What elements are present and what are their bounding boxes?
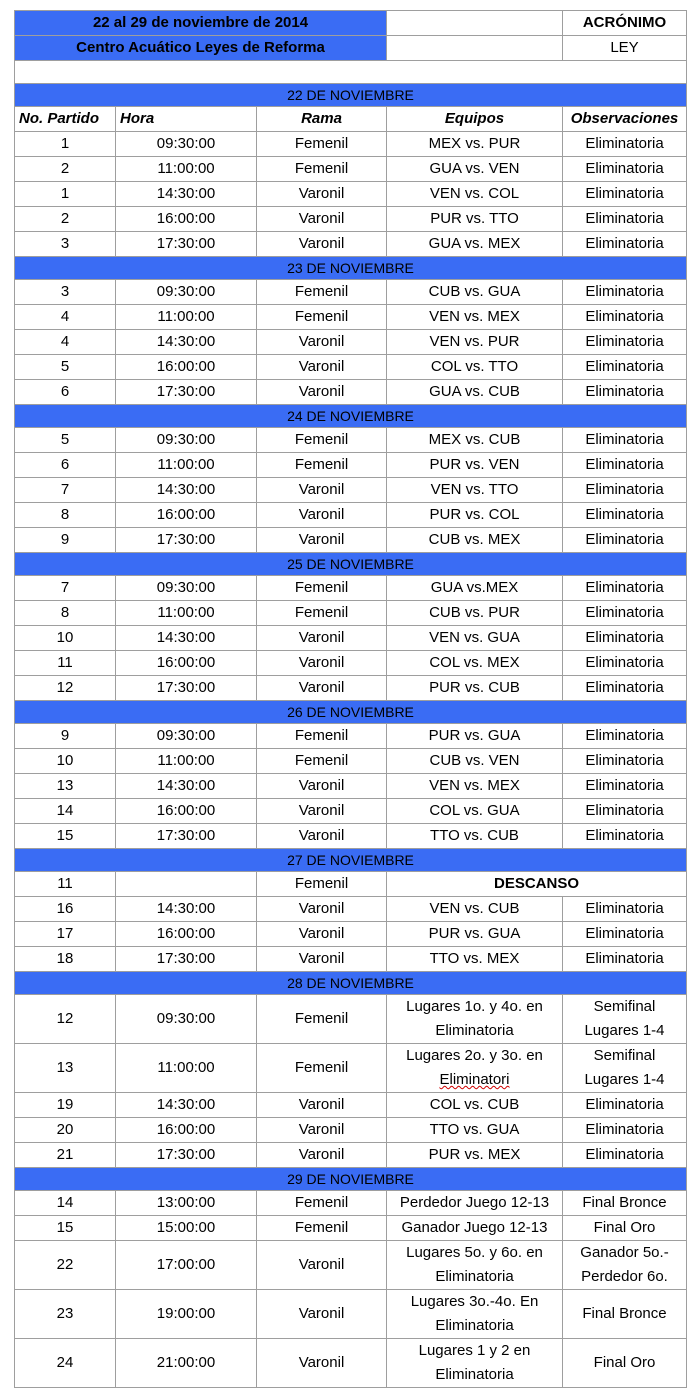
branch-cell: Femenil bbox=[257, 724, 387, 749]
teams-cell: Lugares 5o. y 6o. en Eliminatoria bbox=[387, 1241, 563, 1290]
table-row bbox=[15, 995, 687, 1044]
notes-cell: Ganador 5o.- Perdedor 6o. bbox=[563, 1241, 687, 1290]
teams-cell: GUA vs. CUB bbox=[387, 380, 563, 405]
notes-cell: Final Oro bbox=[563, 1216, 687, 1241]
notes-cell: Eliminatoria bbox=[563, 626, 687, 651]
day-label: 26 DE NOVIEMBRE bbox=[15, 701, 687, 724]
teams-cell: PUR vs. VEN bbox=[387, 453, 563, 478]
time-cell: 09:30:00 bbox=[116, 132, 257, 157]
notes-cell: Eliminatoria bbox=[563, 330, 687, 355]
day-label: 23 DE NOVIEMBRE bbox=[15, 257, 687, 280]
branch-cell: Varonil bbox=[257, 1241, 387, 1290]
match-number-cell: 9 bbox=[15, 724, 116, 749]
time-cell: 11:00:00 bbox=[116, 157, 257, 182]
time-cell: 14:30:00 bbox=[116, 626, 257, 651]
teams-cell: COL vs. CUB bbox=[387, 1093, 563, 1118]
branch-cell: Varonil bbox=[257, 330, 387, 355]
schedule-table bbox=[14, 10, 687, 1388]
match-number-cell: 23 bbox=[15, 1290, 116, 1339]
time-cell: 11:00:00 bbox=[116, 1044, 257, 1093]
table-row bbox=[15, 1241, 687, 1290]
time-cell: 09:30:00 bbox=[116, 724, 257, 749]
header-blank-cell bbox=[387, 11, 563, 36]
match-number-cell: 14 bbox=[15, 799, 116, 824]
branch-cell: Varonil bbox=[257, 232, 387, 257]
spacer-row bbox=[15, 61, 687, 84]
time-cell: 21:00:00 bbox=[116, 1339, 257, 1388]
table-row bbox=[15, 528, 687, 553]
day-header-row bbox=[15, 849, 687, 872]
time-cell: 14:30:00 bbox=[116, 330, 257, 355]
teams-cell: PUR vs. MEX bbox=[387, 1143, 563, 1168]
time-cell: 09:30:00 bbox=[116, 576, 257, 601]
time-cell: 16:00:00 bbox=[116, 922, 257, 947]
table-row bbox=[15, 1191, 687, 1216]
match-number-cell: 10 bbox=[15, 749, 116, 774]
table-row bbox=[15, 824, 687, 849]
teams-cell: MEX vs. CUB bbox=[387, 428, 563, 453]
schedule-sheet bbox=[14, 10, 686, 1388]
branch-cell: Varonil bbox=[257, 380, 387, 405]
day-label: 24 DE NOVIEMBRE bbox=[15, 405, 687, 428]
time-cell: 17:30:00 bbox=[116, 232, 257, 257]
match-number-cell: 8 bbox=[15, 601, 116, 626]
table-row bbox=[15, 724, 687, 749]
time-cell: 17:30:00 bbox=[116, 676, 257, 701]
time-cell: 16:00:00 bbox=[116, 207, 257, 232]
day-label: 22 DE NOVIEMBRE bbox=[15, 84, 687, 107]
notes-cell: Semifinal Lugares 1-4 bbox=[563, 995, 687, 1044]
match-number-cell: 2 bbox=[15, 207, 116, 232]
notes-cell: Eliminatoria bbox=[563, 676, 687, 701]
match-number-cell: 13 bbox=[15, 774, 116, 799]
day-header-row bbox=[15, 1168, 687, 1191]
branch-cell: Varonil bbox=[257, 824, 387, 849]
time-cell: 16:00:00 bbox=[116, 355, 257, 380]
time-cell: 11:00:00 bbox=[116, 305, 257, 330]
notes-cell: Eliminatoria bbox=[563, 799, 687, 824]
acronym-value: LEY bbox=[563, 36, 687, 61]
branch-cell: Varonil bbox=[257, 676, 387, 701]
time-cell: 19:00:00 bbox=[116, 1290, 257, 1339]
teams-cell: GUA vs. MEX bbox=[387, 232, 563, 257]
teams-cell: TTO vs. CUB bbox=[387, 824, 563, 849]
branch-cell: Varonil bbox=[257, 799, 387, 824]
match-number-cell: 20 bbox=[15, 1118, 116, 1143]
time-cell: 11:00:00 bbox=[116, 453, 257, 478]
match-number-cell: 11 bbox=[15, 872, 116, 897]
spacer-cell bbox=[15, 61, 687, 84]
time-cell: 09:30:00 bbox=[116, 428, 257, 453]
notes-cell: Eliminatoria bbox=[563, 749, 687, 774]
match-number-cell: 15 bbox=[15, 1216, 116, 1241]
table-row bbox=[15, 601, 687, 626]
teams-cell: PUR vs. GUA bbox=[387, 922, 563, 947]
branch-cell: Varonil bbox=[257, 1339, 387, 1388]
match-number-cell: 18 bbox=[15, 947, 116, 972]
match-number-cell: 16 bbox=[15, 897, 116, 922]
column-header-row bbox=[15, 107, 687, 132]
match-number-cell: 15 bbox=[15, 824, 116, 849]
branch-cell: Femenil bbox=[257, 576, 387, 601]
day-header-row bbox=[15, 257, 687, 280]
table-row bbox=[15, 355, 687, 380]
branch-cell: Varonil bbox=[257, 355, 387, 380]
teams-cell: CUB vs. PUR bbox=[387, 601, 563, 626]
teams-cell: COL vs. MEX bbox=[387, 651, 563, 676]
time-cell: 14:30:00 bbox=[116, 774, 257, 799]
venue-name: Centro Acuático Leyes de Reforma bbox=[15, 36, 387, 61]
table-row bbox=[15, 330, 687, 355]
notes-cell: Eliminatoria bbox=[563, 132, 687, 157]
day-header-row bbox=[15, 701, 687, 724]
branch-cell: Femenil bbox=[257, 453, 387, 478]
table-row bbox=[15, 922, 687, 947]
notes-cell: Eliminatoria bbox=[563, 355, 687, 380]
teams-cell: CUB vs. GUA bbox=[387, 280, 563, 305]
notes-cell: Eliminatoria bbox=[563, 724, 687, 749]
notes-cell: Eliminatoria bbox=[563, 157, 687, 182]
table-row bbox=[15, 232, 687, 257]
branch-cell: Femenil bbox=[257, 132, 387, 157]
time-cell: 11:00:00 bbox=[116, 749, 257, 774]
table-row bbox=[15, 774, 687, 799]
teams-cell: MEX vs. PUR bbox=[387, 132, 563, 157]
notes-cell: Eliminatoria bbox=[563, 897, 687, 922]
table-row bbox=[15, 1216, 687, 1241]
table-row bbox=[15, 1143, 687, 1168]
branch-cell: Varonil bbox=[257, 528, 387, 553]
teams-cell: Lugares 2o. y 3o. en Eliminatori bbox=[387, 1044, 563, 1093]
day-header-row bbox=[15, 553, 687, 576]
notes-cell: Eliminatoria bbox=[563, 207, 687, 232]
teams-cell: CUB vs. MEX bbox=[387, 528, 563, 553]
branch-cell: Varonil bbox=[257, 1290, 387, 1339]
table-row bbox=[15, 1093, 687, 1118]
notes-cell: Final Oro bbox=[563, 1339, 687, 1388]
table-row bbox=[15, 478, 687, 503]
time-cell: 17:30:00 bbox=[116, 528, 257, 553]
time-cell: 17:30:00 bbox=[116, 1143, 257, 1168]
teams-cell: PUR vs. GUA bbox=[387, 724, 563, 749]
branch-cell: Varonil bbox=[257, 651, 387, 676]
table-row bbox=[15, 872, 687, 897]
branch-cell: Varonil bbox=[257, 182, 387, 207]
match-number-cell: 3 bbox=[15, 232, 116, 257]
day-label: 27 DE NOVIEMBRE bbox=[15, 849, 687, 872]
branch-cell: Varonil bbox=[257, 478, 387, 503]
notes-cell: Semifinal Lugares 1-4 bbox=[563, 1044, 687, 1093]
notes-cell: Eliminatoria bbox=[563, 380, 687, 405]
teams-cell: VEN vs. TTO bbox=[387, 478, 563, 503]
match-number-cell: 7 bbox=[15, 478, 116, 503]
teams-cell: GUA vs. VEN bbox=[387, 157, 563, 182]
branch-cell: Varonil bbox=[257, 1143, 387, 1168]
notes-cell: Eliminatoria bbox=[563, 428, 687, 453]
day-label: 29 DE NOVIEMBRE bbox=[15, 1168, 687, 1191]
time-cell: 17:30:00 bbox=[116, 824, 257, 849]
notes-cell: Eliminatoria bbox=[563, 947, 687, 972]
table-row bbox=[15, 157, 687, 182]
column-header: Hora bbox=[116, 107, 257, 132]
column-header: Equipos bbox=[387, 107, 563, 132]
teams-cell: DESCANSO bbox=[387, 872, 687, 897]
table-row bbox=[15, 947, 687, 972]
match-number-cell: 11 bbox=[15, 651, 116, 676]
column-header: Observaciones bbox=[563, 107, 687, 132]
day-label: 25 DE NOVIEMBRE bbox=[15, 553, 687, 576]
teams-cell: COL vs. TTO bbox=[387, 355, 563, 380]
day-header-row bbox=[15, 405, 687, 428]
match-number-cell: 24 bbox=[15, 1339, 116, 1388]
branch-cell: Femenil bbox=[257, 1191, 387, 1216]
branch-cell: Varonil bbox=[257, 922, 387, 947]
match-number-cell: 9 bbox=[15, 528, 116, 553]
branch-cell: Femenil bbox=[257, 601, 387, 626]
branch-cell: Femenil bbox=[257, 157, 387, 182]
match-number-cell: 22 bbox=[15, 1241, 116, 1290]
notes-cell: Eliminatoria bbox=[563, 182, 687, 207]
branch-cell: Femenil bbox=[257, 305, 387, 330]
time-cell: 09:30:00 bbox=[116, 280, 257, 305]
time-cell: 11:00:00 bbox=[116, 601, 257, 626]
notes-cell: Eliminatoria bbox=[563, 478, 687, 503]
teams-cell: PUR vs. CUB bbox=[387, 676, 563, 701]
match-number-cell: 12 bbox=[15, 995, 116, 1044]
notes-cell: Eliminatoria bbox=[563, 1118, 687, 1143]
day-header-row bbox=[15, 84, 687, 107]
header-dates-row bbox=[15, 11, 687, 36]
teams-cell: Ganador Juego 12-13 bbox=[387, 1216, 563, 1241]
teams-cell: VEN vs. GUA bbox=[387, 626, 563, 651]
notes-cell: Final Bronce bbox=[563, 1290, 687, 1339]
table-row bbox=[15, 428, 687, 453]
teams-cell: Perdedor Juego 12-13 bbox=[387, 1191, 563, 1216]
notes-cell: Eliminatoria bbox=[563, 453, 687, 478]
time-cell: 16:00:00 bbox=[116, 799, 257, 824]
table-row bbox=[15, 799, 687, 824]
teams-cell: VEN vs. MEX bbox=[387, 774, 563, 799]
notes-cell: Eliminatoria bbox=[563, 922, 687, 947]
teams-cell: Lugares 3o.-4o. En Eliminatoria bbox=[387, 1290, 563, 1339]
match-number-cell: 5 bbox=[15, 355, 116, 380]
notes-cell: Eliminatoria bbox=[563, 503, 687, 528]
day-label: 28 DE NOVIEMBRE bbox=[15, 972, 687, 995]
branch-cell: Femenil bbox=[257, 995, 387, 1044]
branch-cell: Femenil bbox=[257, 1044, 387, 1093]
table-row bbox=[15, 651, 687, 676]
branch-cell: Varonil bbox=[257, 947, 387, 972]
teams-cell: TTO vs. GUA bbox=[387, 1118, 563, 1143]
table-row bbox=[15, 576, 687, 601]
branch-cell: Femenil bbox=[257, 428, 387, 453]
notes-cell: Eliminatoria bbox=[563, 824, 687, 849]
day-header-row bbox=[15, 972, 687, 995]
teams-cell: TTO vs. MEX bbox=[387, 947, 563, 972]
time-cell: 13:00:00 bbox=[116, 1191, 257, 1216]
match-number-cell: 2 bbox=[15, 157, 116, 182]
time-cell: 14:30:00 bbox=[116, 478, 257, 503]
notes-cell: Eliminatoria bbox=[563, 774, 687, 799]
table-row bbox=[15, 1118, 687, 1143]
match-number-cell: 13 bbox=[15, 1044, 116, 1093]
table-row bbox=[15, 1290, 687, 1339]
header-venue-row bbox=[15, 36, 687, 61]
notes-cell: Eliminatoria bbox=[563, 232, 687, 257]
branch-cell: Femenil bbox=[257, 749, 387, 774]
teams-cell: VEN vs. CUB bbox=[387, 897, 563, 922]
time-cell: 17:30:00 bbox=[116, 947, 257, 972]
time-cell: 14:30:00 bbox=[116, 1093, 257, 1118]
time-cell: 16:00:00 bbox=[116, 503, 257, 528]
match-number-cell: 12 bbox=[15, 676, 116, 701]
match-number-cell: 8 bbox=[15, 503, 116, 528]
branch-cell: Varonil bbox=[257, 774, 387, 799]
column-header: No. Partido bbox=[15, 107, 116, 132]
time-cell bbox=[116, 872, 257, 897]
teams-cell: CUB vs. VEN bbox=[387, 749, 563, 774]
branch-cell: Varonil bbox=[257, 897, 387, 922]
time-cell: 17:30:00 bbox=[116, 380, 257, 405]
notes-cell: Eliminatoria bbox=[563, 305, 687, 330]
match-number-cell: 1 bbox=[15, 182, 116, 207]
table-row bbox=[15, 453, 687, 478]
table-row bbox=[15, 182, 687, 207]
notes-cell: Eliminatoria bbox=[563, 1093, 687, 1118]
match-number-cell: 5 bbox=[15, 428, 116, 453]
time-cell: 14:30:00 bbox=[116, 182, 257, 207]
match-number-cell: 6 bbox=[15, 453, 116, 478]
table-row bbox=[15, 305, 687, 330]
match-number-cell: 14 bbox=[15, 1191, 116, 1216]
match-number-cell: 4 bbox=[15, 330, 116, 355]
time-cell: 15:00:00 bbox=[116, 1216, 257, 1241]
branch-cell: Femenil bbox=[257, 1216, 387, 1241]
notes-cell: Final Bronce bbox=[563, 1191, 687, 1216]
branch-cell: Varonil bbox=[257, 503, 387, 528]
time-cell: 16:00:00 bbox=[116, 651, 257, 676]
match-number-cell: 10 bbox=[15, 626, 116, 651]
table-row bbox=[15, 676, 687, 701]
match-number-cell: 6 bbox=[15, 380, 116, 405]
notes-cell: Eliminatoria bbox=[563, 280, 687, 305]
teams-cell: PUR vs. COL bbox=[387, 503, 563, 528]
teams-cell: Lugares 1 y 2 en Eliminatoria bbox=[387, 1339, 563, 1388]
notes-cell: Eliminatoria bbox=[563, 1143, 687, 1168]
notes-cell: Eliminatoria bbox=[563, 576, 687, 601]
table-row bbox=[15, 207, 687, 232]
column-header: Rama bbox=[257, 107, 387, 132]
teams-cell: VEN vs. MEX bbox=[387, 305, 563, 330]
teams-cell: VEN vs. COL bbox=[387, 182, 563, 207]
teams-cell: PUR vs. TTO bbox=[387, 207, 563, 232]
table-row bbox=[15, 280, 687, 305]
match-number-cell: 21 bbox=[15, 1143, 116, 1168]
table-row bbox=[15, 626, 687, 651]
branch-cell: Femenil bbox=[257, 872, 387, 897]
teams-cell: COL vs. GUA bbox=[387, 799, 563, 824]
match-number-cell: 1 bbox=[15, 132, 116, 157]
match-number-cell: 3 bbox=[15, 280, 116, 305]
teams-cell: GUA vs.MEX bbox=[387, 576, 563, 601]
time-cell: 16:00:00 bbox=[116, 1118, 257, 1143]
table-row bbox=[15, 503, 687, 528]
time-cell: 17:00:00 bbox=[116, 1241, 257, 1290]
teams-cell: Lugares 1o. y 4o. en Eliminatoria bbox=[387, 995, 563, 1044]
match-number-cell: 7 bbox=[15, 576, 116, 601]
notes-cell: Eliminatoria bbox=[563, 528, 687, 553]
branch-cell: Varonil bbox=[257, 1093, 387, 1118]
time-cell: 09:30:00 bbox=[116, 995, 257, 1044]
table-row bbox=[15, 1339, 687, 1388]
branch-cell: Varonil bbox=[257, 1118, 387, 1143]
notes-cell: Eliminatoria bbox=[563, 601, 687, 626]
match-number-cell: 19 bbox=[15, 1093, 116, 1118]
table-row bbox=[15, 132, 687, 157]
event-dates: 22 al 29 de noviembre de 2014 bbox=[15, 11, 387, 36]
branch-cell: Varonil bbox=[257, 626, 387, 651]
match-number-cell: 4 bbox=[15, 305, 116, 330]
table-row bbox=[15, 380, 687, 405]
table-row bbox=[15, 897, 687, 922]
spellcheck-word: Eliminatori bbox=[439, 1071, 510, 1088]
branch-cell: Femenil bbox=[257, 280, 387, 305]
header-blank-cell bbox=[387, 36, 563, 61]
acronym-label: ACRÓNIMO bbox=[563, 11, 687, 36]
table-row bbox=[15, 749, 687, 774]
table-row bbox=[15, 1044, 687, 1093]
match-number-cell: 17 bbox=[15, 922, 116, 947]
notes-cell: Eliminatoria bbox=[563, 651, 687, 676]
teams-cell: VEN vs. PUR bbox=[387, 330, 563, 355]
branch-cell: Varonil bbox=[257, 207, 387, 232]
time-cell: 14:30:00 bbox=[116, 897, 257, 922]
